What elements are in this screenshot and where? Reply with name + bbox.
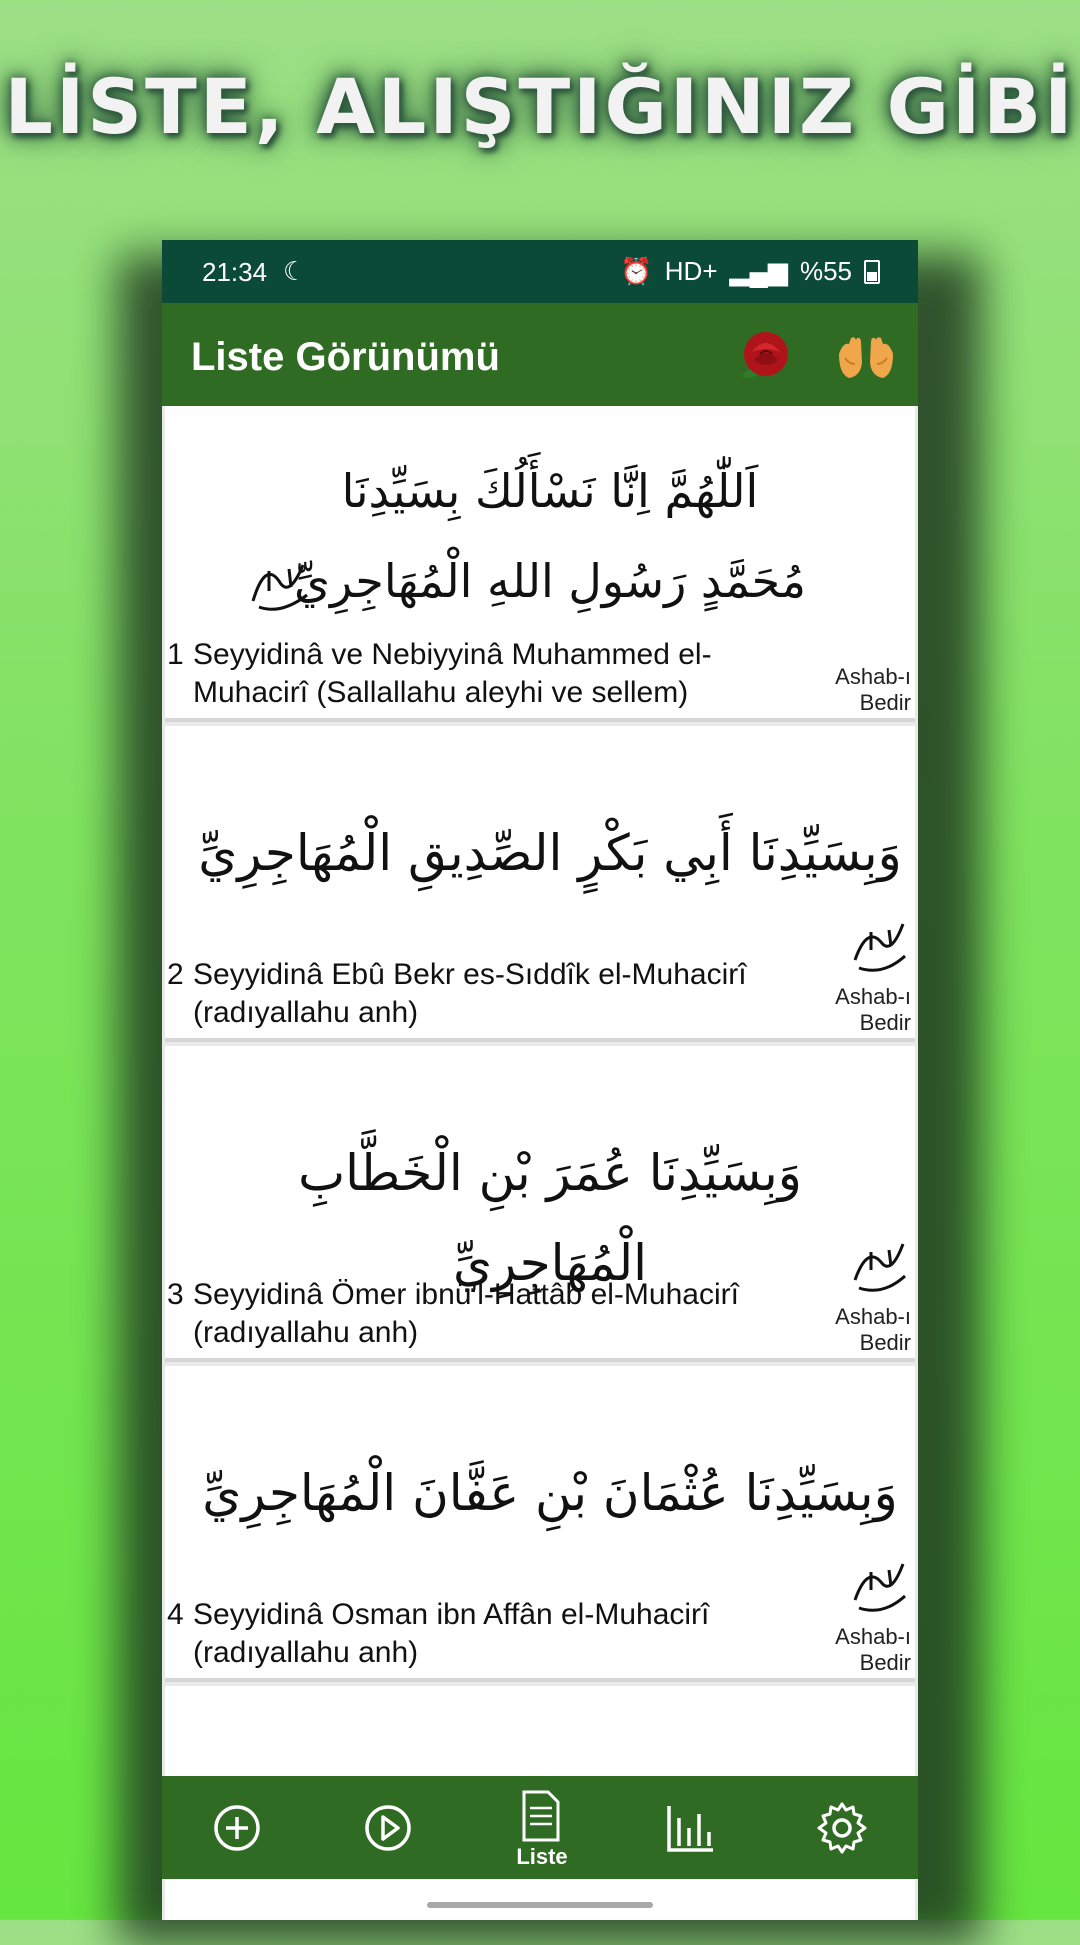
salawat-calligraphy-icon bbox=[245, 551, 315, 617]
bar-chart-icon[interactable] bbox=[661, 1798, 721, 1858]
status-right bbox=[620, 256, 880, 287]
item-tag bbox=[835, 664, 911, 716]
item-tag bbox=[835, 1624, 911, 1676]
rose-icon[interactable] bbox=[732, 326, 794, 388]
list-item[interactable] bbox=[165, 1366, 915, 1682]
app-bar bbox=[162, 303, 918, 406]
document-list-icon[interactable] bbox=[510, 1786, 570, 1846]
item-number: 2 bbox=[167, 958, 184, 991]
item-tag bbox=[835, 1304, 911, 1356]
signal-icon: ▂▄▆ bbox=[729, 256, 788, 286]
status-time: 21:34 bbox=[202, 257, 268, 287]
status-bar bbox=[162, 240, 918, 303]
praying-hands-icon[interactable] bbox=[835, 334, 897, 382]
promo-banner-title: LİSTE, ALIŞTIĞINIZ GİBİ bbox=[4, 62, 1076, 151]
tag-line: Ashab-ı bbox=[835, 984, 911, 1009]
tag-line: Ashab-ı bbox=[835, 1624, 911, 1649]
item-text: Seyyidinâ Ebû Bekr es-Sıddîk el-Muhacirî (radıyallahu anh) bbox=[193, 958, 747, 1029]
battery-label: %55 bbox=[799, 256, 852, 286]
item-text: Seyyidinâ ve Nebiyyinâ Muhammed el-Muhacirî (Sallallahu aleyhi ve sellem) bbox=[193, 638, 712, 709]
list-item[interactable] bbox=[165, 1046, 915, 1362]
tag-line: Bedir bbox=[859, 1650, 911, 1675]
item-caption bbox=[167, 1276, 787, 1352]
add-circle-icon[interactable] bbox=[207, 1798, 267, 1858]
item-number: 3 bbox=[167, 1278, 184, 1311]
alarm-icon: ⏰ bbox=[620, 256, 653, 286]
moon-icon: ☾ bbox=[283, 256, 307, 286]
battery-icon bbox=[864, 260, 880, 284]
arabic-line: اَللّٰهُمَّ اِنَّا نَسْأَلُكَ بِسَيِّدِنَا bbox=[341, 464, 759, 518]
item-caption bbox=[167, 956, 787, 1032]
list-item[interactable] bbox=[165, 406, 915, 722]
list-item[interactable] bbox=[165, 726, 915, 1042]
radiyallahu-calligraphy-icon bbox=[849, 916, 909, 976]
bottom-navigation bbox=[162, 1776, 918, 1879]
phone-screen bbox=[162, 240, 918, 1920]
arabic-text: وَبِسَيِّدِنَا عُمَرَ بْنِ الْخَطَّابِ الْمُهَاجِرِيِّ bbox=[298, 1144, 802, 1292]
tag-line: Bedir bbox=[859, 690, 911, 715]
home-indicator[interactable] bbox=[427, 1902, 653, 1908]
tag-line: Bedir bbox=[859, 1330, 911, 1355]
item-text: Seyyidinâ Ömer ibnü'l-Hattâb el-Muhacirî (radıyallahu anh) bbox=[193, 1278, 739, 1349]
item-caption bbox=[167, 636, 787, 712]
tag-line: Ashab-ı bbox=[835, 664, 911, 689]
radiyallahu-calligraphy-icon bbox=[849, 1236, 909, 1296]
page-title: Liste Görünümü bbox=[191, 335, 500, 379]
tag-line: Ashab-ı bbox=[835, 1304, 911, 1329]
settings-gear-icon[interactable] bbox=[812, 1798, 872, 1858]
arabic-text: وَبِسَيِّدِنَا عُثْمَانَ بْنِ عَفَّانَ الْمُهَاجِرِيِّ bbox=[202, 1464, 898, 1522]
nav-label-liste[interactable]: Liste bbox=[516, 1844, 568, 1869]
play-circle-icon[interactable] bbox=[358, 1798, 418, 1858]
item-number: 1 bbox=[167, 638, 184, 671]
arabic-text: وَبِسَيِّدِنَا أَبِي بَكْرٍ الصِّدِيقِ الْمُهَاجِرِيِّ bbox=[198, 824, 902, 882]
arabic-line: مُحَمَّدٍ رَسُولِ اللهِ الْمُهَاجِرِيِّ bbox=[294, 554, 806, 608]
item-tag bbox=[835, 984, 911, 1036]
item-text: Seyyidinâ Osman ibn Affân el-Muhacirî (radıyallahu anh) bbox=[193, 1598, 710, 1669]
radiyallahu-calligraphy-icon bbox=[849, 1556, 909, 1616]
network-label: HD+ bbox=[664, 256, 718, 286]
tag-line: Bedir bbox=[859, 1010, 911, 1035]
item-caption bbox=[167, 1596, 787, 1672]
item-number: 4 bbox=[167, 1598, 184, 1631]
